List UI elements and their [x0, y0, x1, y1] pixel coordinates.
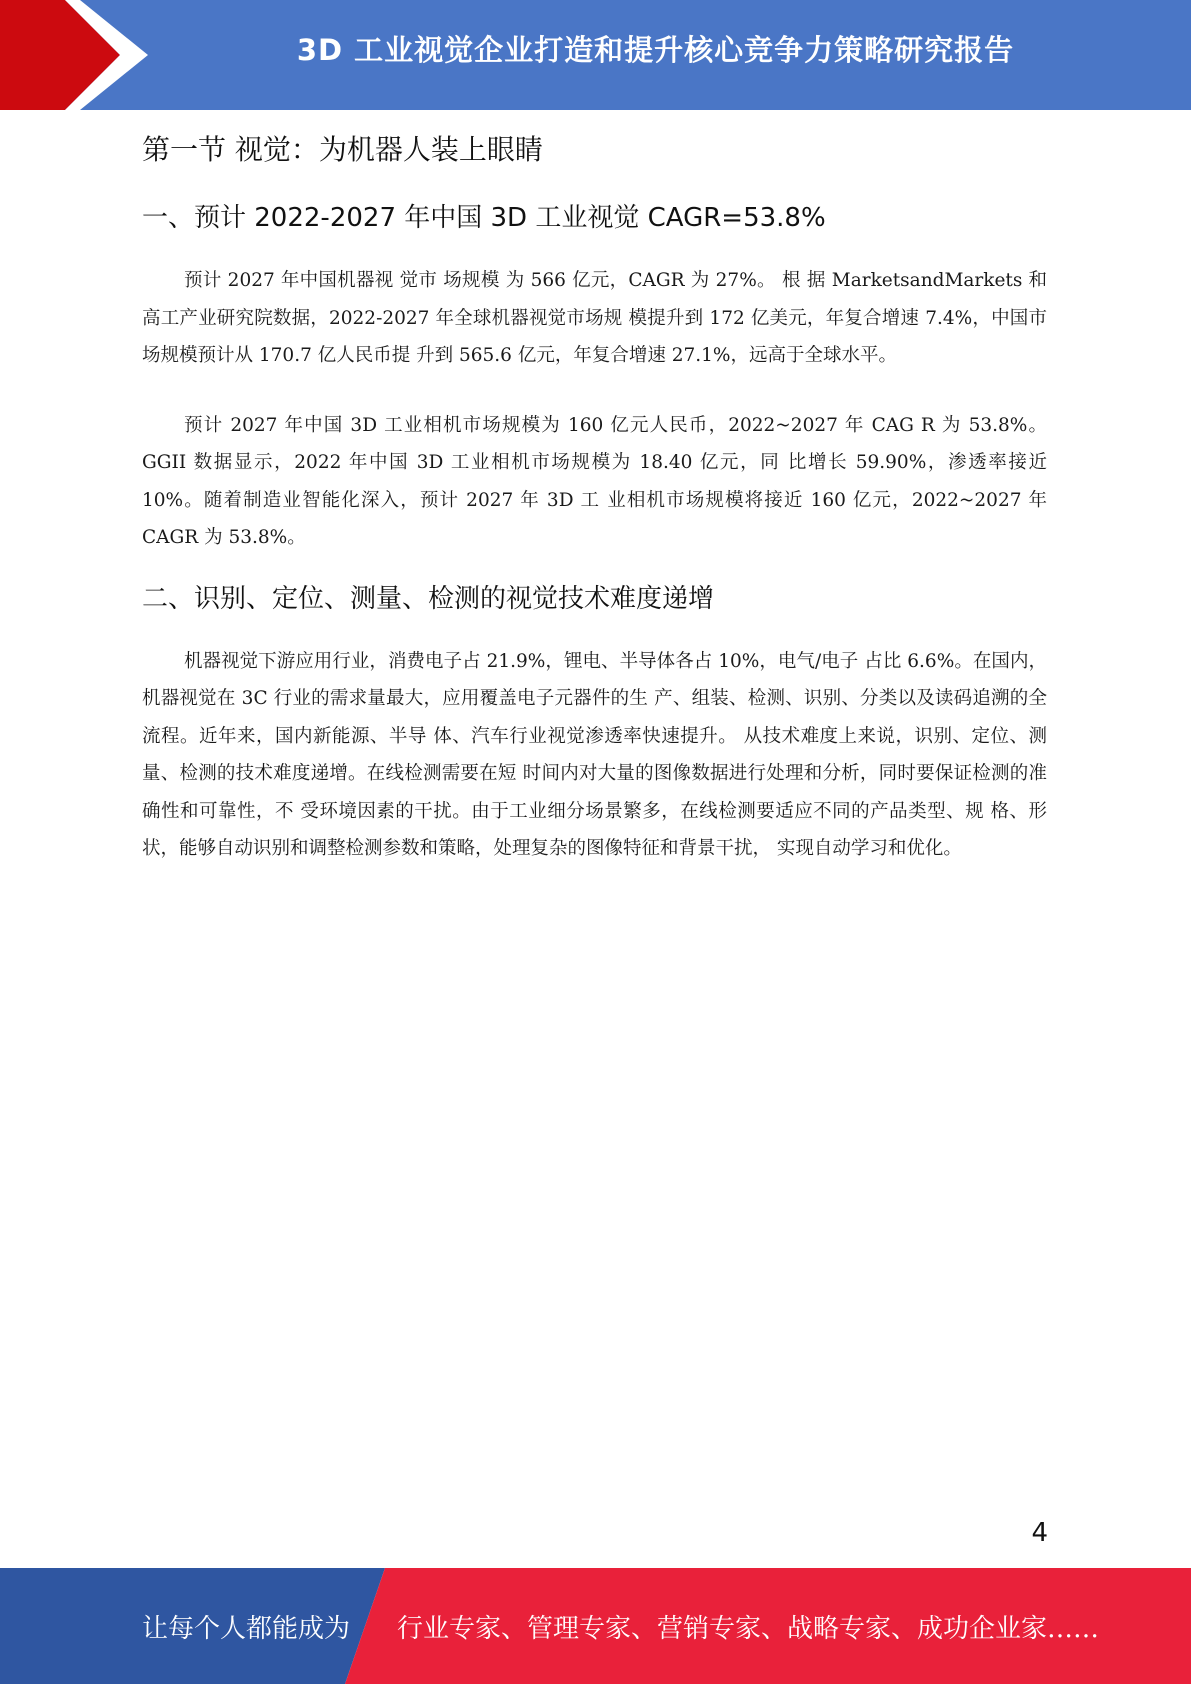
page-content: [142, 130, 1047, 868]
footer-bar: [0, 1568, 1191, 1684]
section-title: 第一节 视觉：为机器人装上眼睛: [142, 133, 543, 166]
paragraph-1: 预计 2027 年中国机器视 觉市 场规模 为 566 亿元，CAGR 为 27%。 根 据 MarketsandMarkets 和高工产业研究院数据，2022-2027 年全球机器视觉市场规 模提升到 172 亿美元，年复合增速 7.4%，中国市场规模预计从 170.7 亿人民币提 升到 565.6 亿元，年复合增速 27.1%，远高于全球水平。: [142, 270, 1047, 366]
paragraph-3: 机器视觉下游应用行业，消费电子占 21.9%，锂电、半导体各占 10%，电气/电子 占比 6.6%。在国内，机器视觉在 3C 行业的需求量最大，应用覆盖电子元器件的生 产、组装、检测、识别、分类以及读码追溯的全流程。近年来，国内新能源、半导 体、汽车行业视觉渗透率快速提升。 从技术难度上来说，识别、定位、测量、检测的技术难度递增。在线检测需要在短 时间内对大量的图像数据进行处理和分析，同时要保证检测的准确性和可靠性，不 受环境因素的干扰。由于工业细分场景繁多，在线检测要适应不同的产品类型、规 格、形状，能够自动识别和调整检测参数和策略，处理复杂的图像特征和背景干扰， 实现自动学习和优化。: [142, 650, 1047, 859]
header-bar: [0, 0, 1191, 110]
footer-slogan-left: 让每个人都能成为: [142, 1614, 351, 1644]
subsection-title-1: 一、预计 2022-2027 年中国 3D 工业视觉 CAGR=53.8%: [142, 203, 826, 233]
footer-slogan-right: 行业专家、管理专家、营销专家、战略专家、成功企业家……: [397, 1614, 1100, 1644]
subsection-title-2: 二、识别、定位、测量、检测的视觉技术难度递增: [142, 583, 715, 614]
paragraph-2: 预计 2027 年中国 3D 工业相机市场规模为 160 亿元人民币，2022~2027 年 CAG R 为 53.8%。GGII 数据显示，2022 年中国 3D 工业相机市场规模为 18.40 亿元，同 比增长 59.90%，渗透率接近 10%。随着制造业智能化深入，预计 2027 年 3D 工 业相机市场规模将接近 160 亿元，2022~2027 年 CAGR 为 53.8%。: [142, 414, 1047, 548]
report-title: 3D 工业视觉企业打造和提升核心竞争力策略研究报告: [296, 33, 1015, 67]
page-number: 4: [1031, 1518, 1048, 1548]
